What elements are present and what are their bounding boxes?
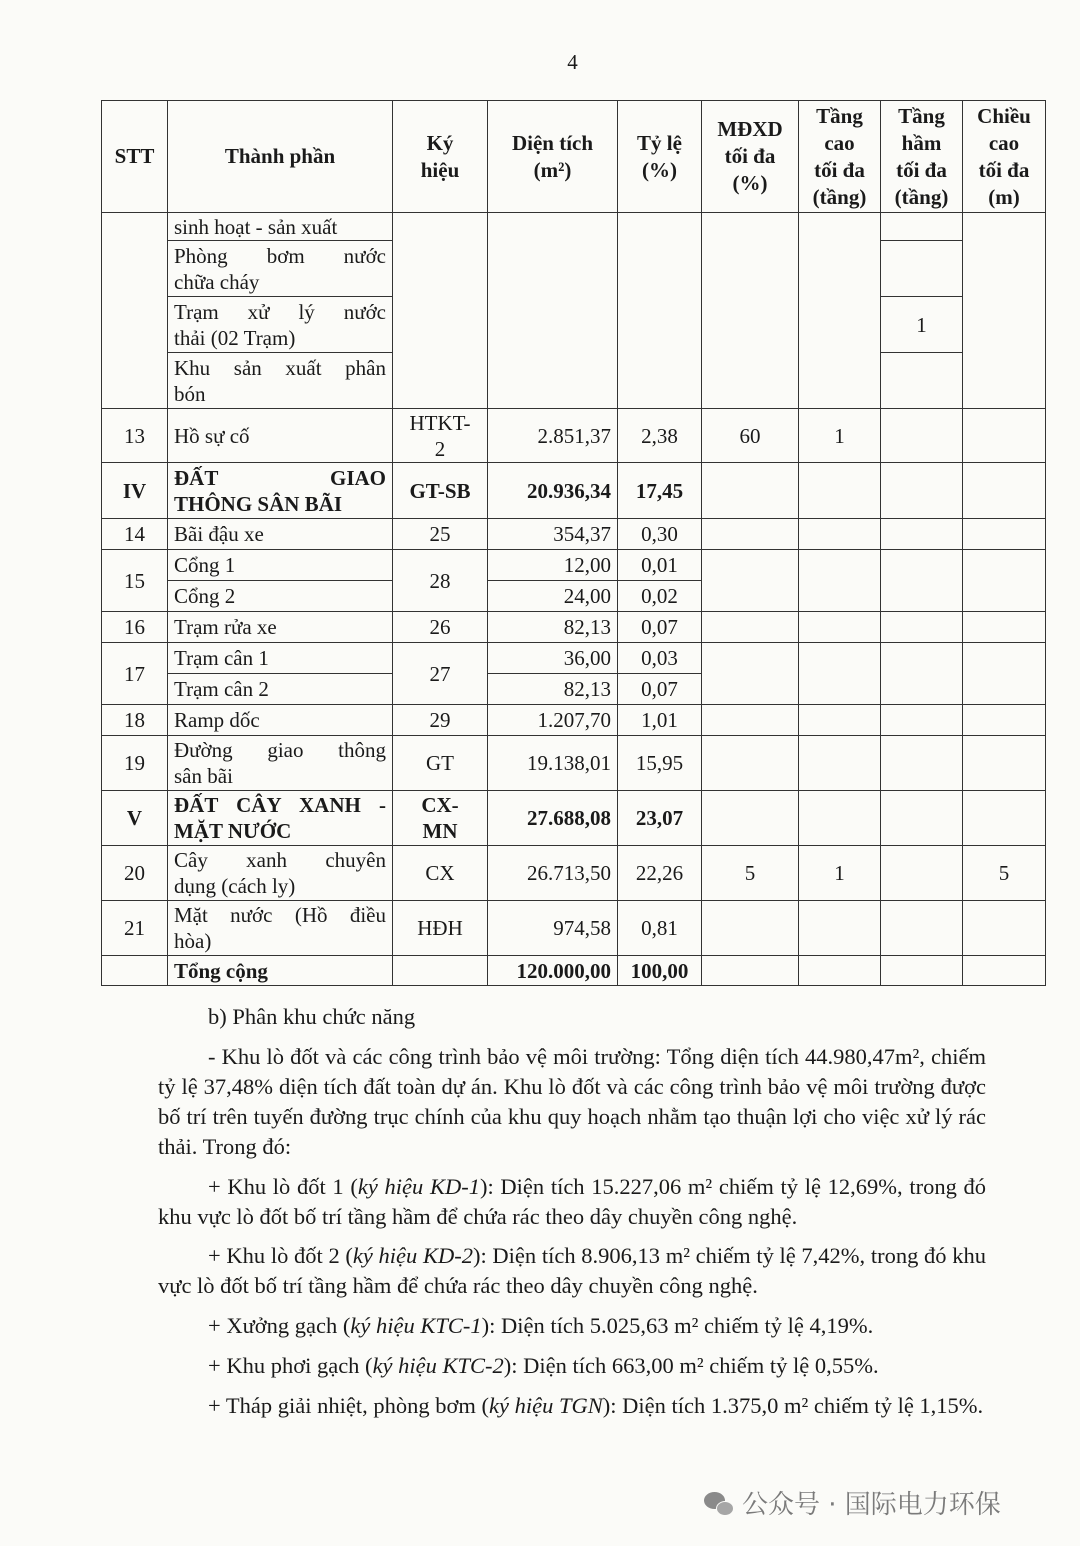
header-floors: Tầng cao tối đa (tầng) [799,101,881,213]
table-row: 16 Trạm rửa xe 26 82,13 0,07 [102,612,1046,643]
header-area: Diện tích (m²) [488,101,618,213]
table-row: 21 Mặt nước (Hồ điều hòa) HĐH 974,58 0,81 [102,901,1046,956]
header-density: MĐXD tối đa (%) [702,101,799,213]
table-row: Cổng 2 24,00 0,02 [102,581,1046,612]
table-row: 19 Đường giao thông sân bãi GT 19.138,01 15,95 [102,736,1046,791]
watermark-text: 公众号 · 国际电力环保 [742,1490,1001,1520]
cell-component: Khu sản xuất phân bón [168,353,393,409]
table-header-row [102,101,1046,213]
table-row: 14 Bãi đậu xe 25 354,37 0,30 [102,519,1046,550]
header-symbol: Ký hiệu [393,101,488,213]
table-row [102,213,1046,241]
cell-component: Phòng bơm nước chữa cháy [168,241,393,297]
cell-component: Trạm xử lý nước thải (02 Trạm) [168,297,393,353]
table-row: 20 Cây xanh chuyên dụng (cách ly) CX 26.713,50 22,26 5 1 5 [102,846,1046,901]
land-use-table [101,100,1046,986]
page-number: 4 [567,50,578,74]
watermark [704,1484,1001,1521]
table-row-group: IV ĐẤT GIAO THÔNG SÂN BÃI GT-SB 20.936,34 17,45 [102,463,1046,519]
paragraph: + Khu lò đốt 2 (ký hiệu KD-2): Diện tích 8.906,13 m² chiếm tỷ lệ 7,42%, trong đó khu vực lò đốt bố trí tầng hầm để chứa rác theo dây chuyền công nghệ. [158,1243,986,1298]
header-component: Thành phần [168,101,393,213]
cell-basement: 1 [881,297,963,353]
table-row: 17 Trạm cân 1 27 36,00 0,03 [102,643,1046,674]
section-heading: b) Phân khu chức năng [208,1004,416,1029]
header-height: Chiều cao tối đa (m) [963,101,1046,213]
paragraph: + Tháp giải nhiệt, phòng bơm (ký hiệu TGN): Diện tích 1.375,0 m² chiếm tỷ lệ 1,15%. [208,1393,984,1418]
cell-component: sinh hoạt - sản xuất [168,213,393,241]
table-total-row: Tổng cộng 120.000,00 100,00 [102,956,1046,986]
table-row-group: V ĐẤT CÂY XANH - MẶT NƯỚC CX- MN 27.688,08 23,07 [102,791,1046,846]
paragraph: - Khu lò đốt và các công trình bảo vệ môi trường: Tổng diện tích 44.980,47m², chiếm tỷ lệ 37,48% diện tích đất toàn dự án. Khu lò đốt và các công trình bảo vệ môi trường được bố trí trên tuyến đường trục chính của khu quy hoạch nhằm tạo thuận lợi cho việc xử lý rác thải. Trong đó: [158,1044,986,1159]
paragraph: + Khu phơi gạch (ký hiệu KTC-2): Diện tích 663,00 m² chiếm tỷ lệ 0,55%. [208,1353,879,1378]
table-row: 18 Ramp dốc 29 1.207,70 1,01 [102,705,1046,736]
paragraph: + Khu lò đốt 1 (ký hiệu KD-1): Diện tích 15.227,06 m² chiếm tỷ lệ 12,69%, trong đó khu vực lò đốt bố trí tầng hầm để chứa rác theo dây chuyền công nghệ. [158,1174,987,1229]
header-ratio: Tỷ lệ (%) [618,101,702,213]
wechat-icon [704,1490,734,1516]
table-row: Trạm cân 2 82,13 0,07 [102,674,1046,705]
table-row: 15 Cổng 1 28 12,00 0,01 [102,550,1046,581]
header-basement: Tầng hầm tối đa (tầng) [881,101,963,213]
header-stt: STT [102,101,168,213]
table-row: 13 Hồ sự cố HTKT- 2 2.851,37 2,38 60 1 [102,409,1046,463]
paragraph: + Xưởng gạch (ký hiệu KTC-1): Diện tích 5.025,63 m² chiếm tỷ lệ 4,19%. [208,1313,874,1338]
